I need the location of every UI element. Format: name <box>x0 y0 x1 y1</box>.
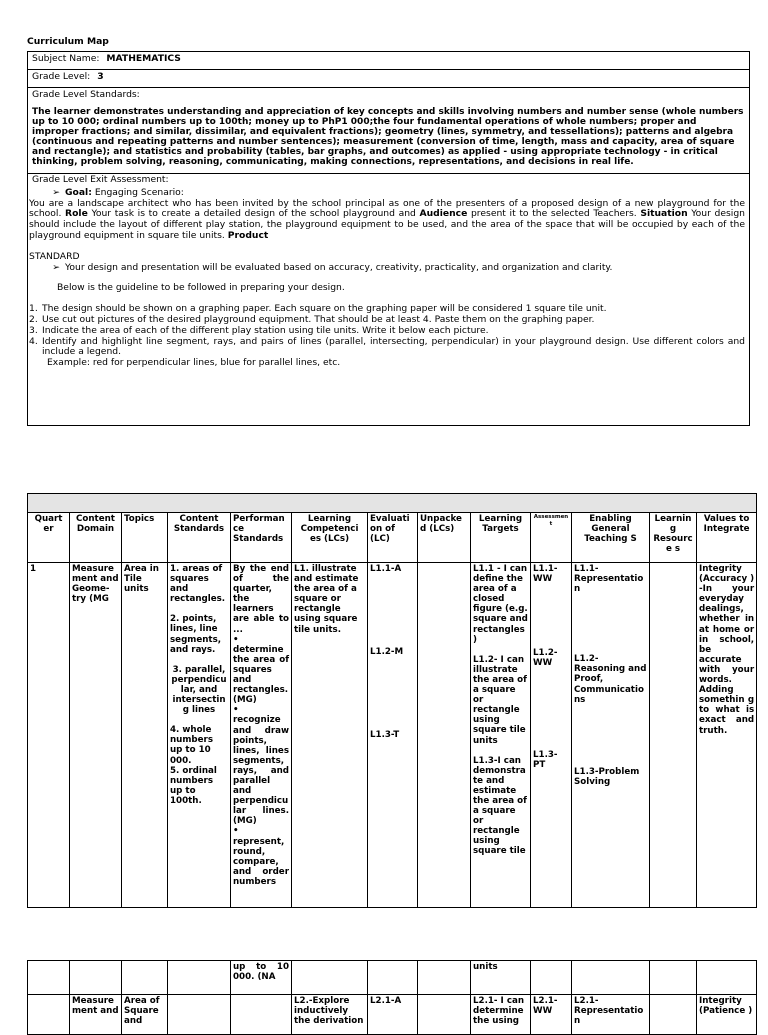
cell-targets: units <box>471 961 531 995</box>
performance-intro: By the end of the quarter, the learners are able to ... <box>233 564 289 635</box>
step-text: Identify and highlight line segment, rays, and pairs of lines (parallel, intersecting, perpendicular) in your playground design. Use different colors and include a legend. <box>42 335 745 358</box>
eval-item: L1.3-T <box>370 730 400 741</box>
empty-cell <box>418 995 471 1035</box>
empty-cell <box>418 961 471 995</box>
subject-row <box>27 51 750 69</box>
example-text: Example: red for perpendicular lines, blue for parallel lines, etc. <box>47 357 341 369</box>
table-shaded-row <box>28 494 757 513</box>
role-label: Role <box>65 208 88 220</box>
standard-line <box>32 263 745 274</box>
goal-label: Goal: <box>65 186 92 198</box>
list-item <box>29 326 745 337</box>
cell-topics: Area of Square and <box>122 995 168 1035</box>
eval-item: L1.1-A <box>370 564 402 574</box>
scenario-text: You are a landscape architect who has been invited by the school principal as one of the presenters of a proposed design of a new playground for the school. <box>29 197 745 220</box>
header-performance-standards: Performan ce Standards <box>231 513 292 563</box>
empty-cell <box>28 961 70 995</box>
assessment-item: L1.3-PT <box>533 750 558 771</box>
cell-unpacked <box>418 563 471 908</box>
header-unpacked: Unpacke d (LCs) <box>418 513 471 563</box>
cell-competency: L2.-Explore inductively the derivation <box>292 995 368 1035</box>
teaching-item: L1.3-Problem Solving <box>574 766 640 787</box>
table-row <box>28 563 757 908</box>
standard-label: STANDARD <box>29 250 80 262</box>
role-text: Your task is to create a detailed design of the school playground and <box>91 208 416 220</box>
header-quarter: Quart er <box>28 513 70 563</box>
header-content-standards: Content Standards <box>168 513 231 563</box>
assessment-item: L1.1- WW <box>533 564 558 585</box>
standards-label: Grade Level Standards: <box>32 89 140 100</box>
target-item: L1.3-I can demonstra te and estimate the area of a square or rectangle using square tile <box>473 755 527 857</box>
header-domain: Content Domain <box>70 513 122 563</box>
empty-cell <box>231 995 292 1035</box>
step-text: Indicate the area of each of the different play station using tile units. Write it below each picture. <box>42 324 489 336</box>
audience-label: Audience <box>419 208 468 220</box>
empty-cell <box>572 961 650 995</box>
exit-label: Grade Level Exit Assessment: <box>32 174 169 185</box>
header-resources: Learning Resource s <box>650 513 697 563</box>
guideline-text: Below is the guideline to be followed in preparing your design. <box>57 282 345 294</box>
header-targets: Learning Targets <box>471 513 531 563</box>
cell-targets <box>471 563 531 908</box>
cell-values: Integrity (Patience ) <box>697 995 757 1035</box>
bullet-arrow-icon: ➢ <box>52 261 60 273</box>
standards-text: The learner demonstrates understanding and appreciation of key concepts and skills involving numbers and number sense (whole numbers up to 10 000; ordinal numbers up to 100th; money up to PhP1 000;the four fundamental operations of whole numbers; proper and improper fractions; and similar, dissimilar, and equivalent fractions); geometry (lines, symmetry, and tessellations); patterns and algebra (continuous and repeating patterns and number sentences); measurement (conversion of time, length, mass and capacity, area of square and rectangle); and statistics and probability (tables, bar graphs, and outcomes) as applied - using appropriate technology - in critical thinking, problem solving, reasoning, communicating, making connections, representations, and decisions in real life. <box>32 106 744 167</box>
step-number: 1. <box>29 303 38 315</box>
cell-assessment: L2.1- WW <box>531 995 572 1035</box>
cell-targets: L2.1- I can determine the using <box>471 995 531 1035</box>
cell-evaluation: L2.1-A <box>368 995 418 1035</box>
header-competencies: Learning Competenci es (LCs) <box>292 513 368 563</box>
target-item: L1.1 - I can define the area of a closed figure (e.g. square and rectangles ) <box>473 564 528 645</box>
target-item: L1.2- I can illustrate the area of a square or rectangle using square tile units <box>473 654 527 746</box>
performance-item: • represent, round, compare, and order numbers <box>233 826 289 887</box>
header-topics: Topics <box>122 513 168 563</box>
empty-cell <box>28 995 70 1035</box>
performance-item: • determine the area of squares and rectangles. (MG) <box>233 634 289 706</box>
cell-content-standards <box>168 563 231 908</box>
situation-label: Situation <box>640 208 688 220</box>
table-row <box>28 961 757 995</box>
teaching-item: L1.2- Reasoning and Proof, Communicatio ns <box>574 654 647 705</box>
performance-item: • recognize and draw points, lines, lines segments, rays, and parallel and perpendicu lar lines. (MG) <box>233 705 289 827</box>
goal-text: Engaging Scenario: <box>94 186 184 198</box>
step-number: 3. <box>29 324 38 336</box>
empty-cell <box>70 961 122 995</box>
cell-competency: L1. illustrate and estimate the area of a square or rectangle using square tile units. <box>292 563 368 908</box>
shaded-cell <box>28 494 757 513</box>
empty-cell <box>168 961 231 995</box>
eval-item: L1.2-M <box>370 647 404 658</box>
header-teaching: Enabling General Teaching S <box>572 513 650 563</box>
cell-teaching: L2.1- Representatio n <box>572 995 650 1035</box>
audience-text: present it to the selected Teachers. <box>470 208 637 220</box>
header-evaluation: Evaluati on of (LC) <box>368 513 418 563</box>
cell-values: Integrity (Accuracy ) -In your everyday dealings, whether in at home or in school, be accurate with your words. Adding somethin g to what is exact and truth. <box>697 563 757 908</box>
step-number: 4. <box>29 335 38 347</box>
cell-teaching <box>572 563 650 908</box>
empty-cell <box>292 961 368 995</box>
empty-cell <box>368 961 418 995</box>
standard-item: 3. parallel, perpendicu lar, and intersectin g lines <box>171 664 227 716</box>
grade-label: Grade Level: <box>32 71 91 82</box>
step-number: 2. <box>29 313 38 325</box>
standard-item: 2. points, lines, line segments, and rays. <box>170 614 222 655</box>
page-title: Curriculum Map <box>27 36 109 47</box>
cell-assessment <box>531 563 572 908</box>
cell-performance: up to 10 000. (NA <box>231 961 292 995</box>
standard-item: 1. areas of squares and rectangles. <box>170 564 226 605</box>
situation-text: Your design should include the layout of different play station, the playground equipment to be used, and the area of the space that will be occupied by each of the playground equipment in square tile units. <box>29 208 745 241</box>
empty-cell <box>531 961 572 995</box>
table-header-row <box>28 513 757 563</box>
cell-domain: Measure ment and Geome- try (MG <box>70 563 122 908</box>
exit-assessment <box>27 173 750 426</box>
cell-performance <box>231 563 292 908</box>
empty-cell <box>168 995 231 1035</box>
header-values: Values to Integrate <box>697 513 757 563</box>
grade-value: 3 <box>97 71 104 82</box>
curriculum-table <box>27 493 757 908</box>
cell-topics: Area in Tile units <box>122 563 168 908</box>
guideline-steps <box>29 304 745 358</box>
standard-text: Your design and presentation will be evaluated based on accuracy, creativity, practicality, and organization and clarity. <box>65 261 613 273</box>
step-text: Use cut out pictures of the desired playground equipment. That should be at least 4. Paste them on the graphing paper. <box>42 313 595 325</box>
empty-cell <box>122 961 168 995</box>
step-text: The design should be shown on a graphing paper. Each square on the graphing paper will be considered 1 square tile unit. <box>42 303 607 315</box>
cell-domain: Measure ment and <box>70 995 122 1035</box>
product-label: Product <box>227 229 269 241</box>
subject-label: Subject Name: <box>32 53 100 64</box>
empty-cell <box>650 995 697 1035</box>
assessment-item: L1.2- WW <box>533 648 558 669</box>
standard-item: 5. ordinal numbers up to 100th. <box>170 765 217 806</box>
cell-quarter: 1 <box>28 563 70 908</box>
empty-cell <box>697 961 757 995</box>
bullet-arrow-icon: ➢ <box>52 186 60 198</box>
cell-evaluation <box>368 563 418 908</box>
subject-value: MATHEMATICS <box>106 53 181 64</box>
grade-row <box>27 69 750 87</box>
scenario-paragraph <box>29 199 745 242</box>
list-item <box>29 337 745 359</box>
grade-level-standards <box>27 87 750 173</box>
teaching-item: L1.1- Representatio n <box>574 564 644 595</box>
standard-item: 4. whole numbers up to 10 000. <box>170 725 213 766</box>
empty-cell <box>650 961 697 995</box>
cell-resources <box>650 563 697 908</box>
table-row <box>28 995 757 1035</box>
header-assessment: Assessmen t <box>531 513 572 563</box>
